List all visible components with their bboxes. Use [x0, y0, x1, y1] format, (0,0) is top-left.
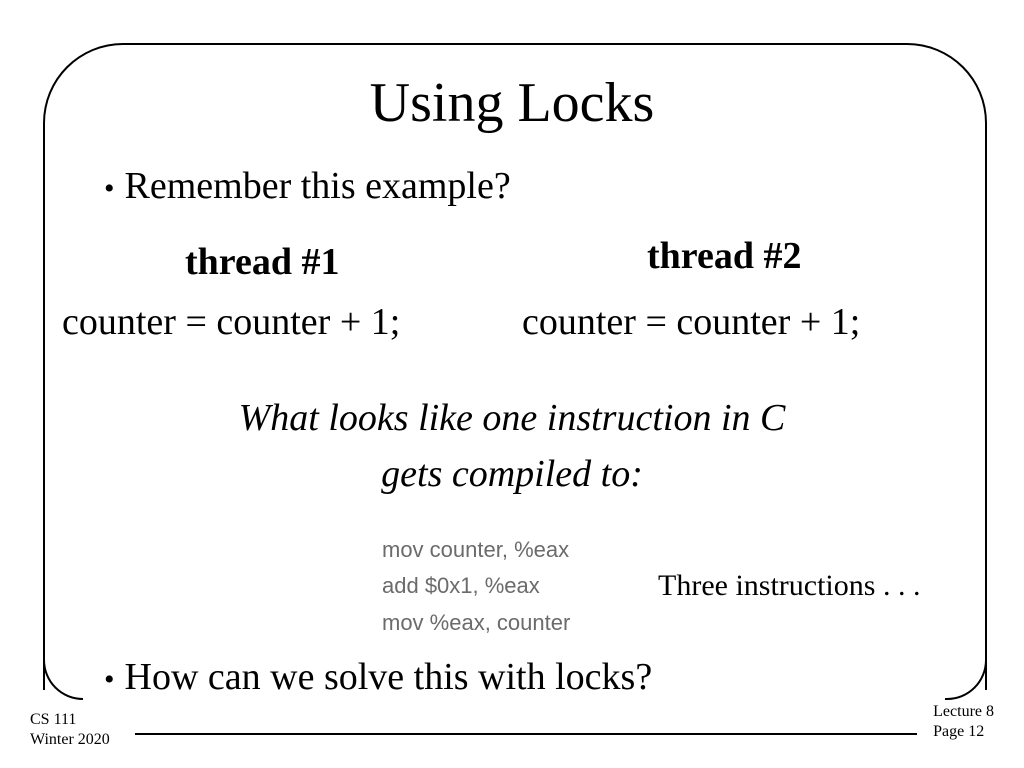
asm-line-3: mov %eax, counter [382, 610, 571, 635]
footer-course: CS 111 [30, 711, 77, 728]
three-instructions-note: Three instructions . . . [658, 569, 921, 602]
footer-lecture: Lecture 8 [933, 703, 994, 720]
footer-course-info [30, 710, 110, 750]
thread-2-code: counter = counter + 1; [522, 301, 861, 343]
asm-line-1: mov counter, %eax [382, 537, 570, 562]
asm-line-2: add $0x1, %eax [382, 573, 540, 598]
slide-title: Using Locks [369, 72, 655, 134]
footer-page: Page 12 [933, 723, 985, 740]
note-line-1: What looks like one instruction in C [238, 397, 786, 439]
thread-2-label: thread #2 [647, 235, 802, 277]
note-line-2: gets compiled to: [381, 453, 643, 495]
bullet-dot-icon: • [104, 172, 115, 205]
thread-1-label: thread #1 [185, 241, 340, 283]
bullet-locks-text: How can we solve this with locks? [124, 656, 653, 698]
bullet-remember-text: Remember this example? [124, 165, 511, 207]
footer-page-info [933, 702, 994, 742]
thread-1-code: counter = counter + 1; [62, 301, 401, 343]
bullet-dot-icon: • [104, 663, 115, 696]
footer-term: Winter 2020 [30, 731, 110, 748]
bullet-locks [104, 655, 652, 702]
bullet-remember [104, 164, 511, 211]
footer-divider [135, 733, 917, 735]
